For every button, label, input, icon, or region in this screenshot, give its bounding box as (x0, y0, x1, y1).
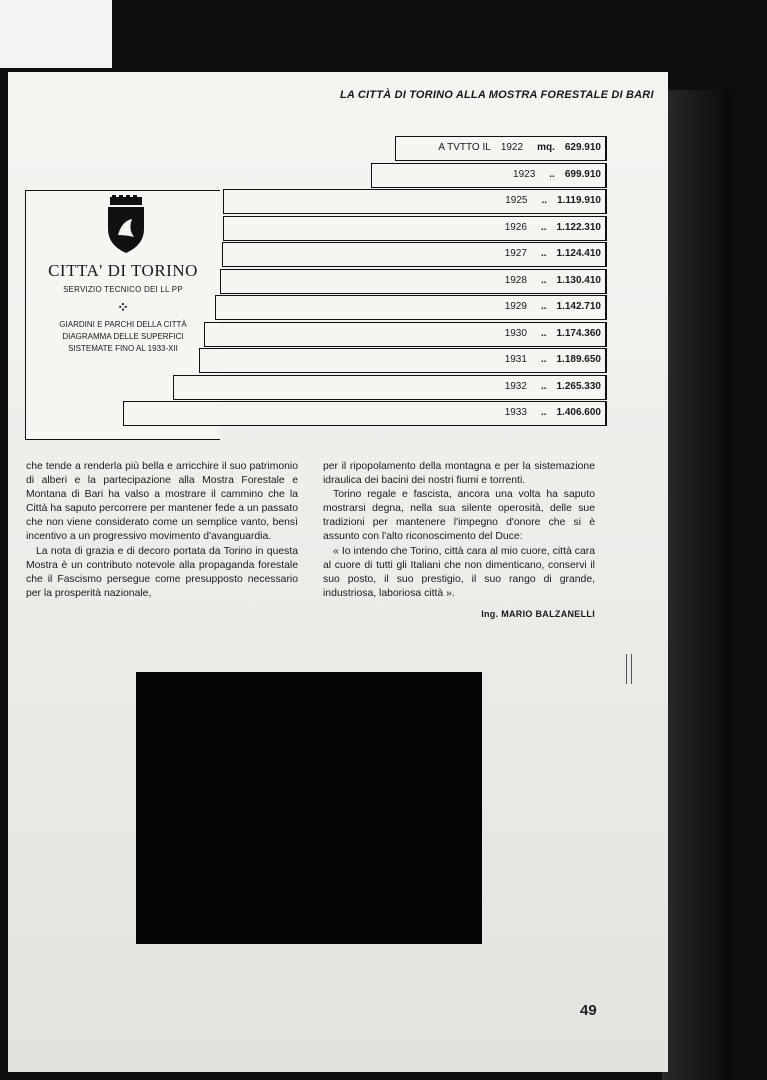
diagram-bar (371, 163, 608, 188)
bar-value: 1.124.410 (556, 248, 601, 259)
legend-description-line: SISTEMATE FINO AL 1933-XII (68, 344, 178, 353)
bar-year: 1933 (504, 407, 527, 418)
bar-year: 1922 (500, 142, 524, 153)
bar-value: 1.119.910 (557, 195, 601, 206)
diagram-bar (222, 242, 607, 267)
text-column-right (323, 460, 595, 621)
bar-ditto: .. (540, 354, 547, 365)
ornament-icon: ⁘ (117, 299, 129, 315)
bar-value: 1.130.410 (556, 274, 601, 286)
bar-year: 1928 (504, 274, 527, 286)
legend-description-line: DIAGRAMMA DELLE SUPERFICI (62, 332, 184, 341)
bar-label (505, 222, 601, 233)
bar-ditto: .. (540, 274, 547, 286)
diagram-bar (223, 189, 607, 214)
diagram-bar (199, 348, 607, 373)
margin-marks (626, 654, 632, 684)
bar-label (438, 142, 601, 153)
diagram-bar (123, 401, 607, 426)
scan-corner (0, 0, 112, 68)
bar-label (513, 169, 601, 180)
bar-label (505, 328, 601, 339)
diagram-bar (215, 295, 607, 320)
bar-ditto: .. (540, 380, 547, 392)
diagram-bar (395, 136, 607, 161)
bar-ditto: .. (541, 195, 548, 206)
magazine-page (8, 72, 668, 1072)
diagram-bar (220, 269, 607, 294)
bar-ditto: .. (540, 301, 547, 312)
bar-label (505, 248, 601, 259)
bar-value: 699.910 (564, 168, 601, 180)
bar-unit: mq. (537, 142, 555, 153)
bar-value: 1.122.310 (556, 221, 601, 233)
bar-label (505, 354, 601, 365)
author-signature: Ing. MARIO BALZANELLI (481, 608, 595, 619)
page-number: 49 (580, 1002, 597, 1019)
diagram-bar (223, 216, 607, 241)
bar-year: 1929 (504, 301, 527, 312)
page-shadow (662, 90, 732, 1080)
legend-description-line: GIARDINI E PARCHI DELLA CITTÀ (59, 320, 187, 329)
coat-of-arms-icon (102, 195, 150, 255)
bar-lead-text: A TVTTO IL (438, 142, 491, 153)
bar-year: 1931 (504, 354, 527, 365)
bar-ditto: .. (540, 407, 547, 418)
bar-year: 1932 (504, 380, 527, 392)
dark-photograph (136, 672, 482, 944)
bar-value: 1.265.330 (556, 380, 601, 392)
bar-label (505, 407, 601, 418)
quotation: « Io intendo che Torino, città cara al mio cuore, città cara al cuore di tutti gli Italiani che non dimenticano, conservi il suo posto, il suo prestigio, il suo rango di grande, industriosa, laboriosa città ». (323, 545, 595, 599)
bar-ditto: .. (540, 327, 547, 339)
paragraph: Torino regale e fascista, ancora una volta ha saputo mostrarsi degna, nella sua silente operosità, delle sue tradizioni per mantenere l'impegno d'onore che si è assunto con l'alto riconoscimento del Duce: (323, 489, 595, 543)
paragraph: che tende a renderla più bella e arricchire il suo patrimonio di alberi e la partecipazione alla Mostra Forestale e Montana di Bari ha valso a mostrare il cammino che la Città ha saputo percorrere per mantener fede a un passato che non viene considerato come un semplice vanto, bensì incentivo a un progressivo movimento d'avanguardia. (26, 461, 298, 543)
bar-year: 1925 (505, 195, 528, 206)
bar-value: 1.174.360 (556, 327, 601, 339)
bar-ditto: .. (540, 248, 547, 259)
paragraph: per il ripopolamento della montagna e per la sistemazione idraulica dei bacini dei nostri fiumi e torrenti. (323, 461, 595, 487)
bar-label (505, 275, 601, 286)
legend-subtitle: SERVIZIO TECNICO DEI LL PP (63, 285, 183, 294)
paragraph: La nota di grazia e di decoro portata da Torino in questa Mostra è un contributo notevole alla propaganda forestale che il Fascismo persegue come presupposto necessario per la prosperità nazionale, (26, 545, 298, 599)
bar-value: 1.406.600 (556, 407, 601, 418)
bar-year: 1926 (504, 221, 527, 233)
staircase-diagram (25, 136, 607, 440)
bar-value: 629.910 (564, 142, 601, 153)
legend-description (26, 319, 220, 355)
bar-ditto: .. (540, 221, 547, 233)
diagram-bar (173, 375, 608, 400)
bar-label (505, 381, 601, 392)
bar-label (505, 195, 601, 206)
bar-year: 1923 (513, 168, 536, 180)
bar-year: 1927 (504, 248, 527, 259)
bar-ditto: .. (549, 168, 555, 180)
bar-label (505, 301, 601, 312)
running-head: LA CITTÀ DI TORINO ALLA MOSTRA FORESTALE DI BARI (340, 89, 654, 101)
bar-value: 1.189.650 (556, 354, 601, 365)
legend-title: CITTA' DI TORINO (48, 261, 198, 280)
bar-year: 1930 (504, 327, 527, 339)
bar-value: 1.142.710 (556, 301, 601, 312)
text-column-left (26, 460, 298, 601)
diagram-bar (204, 322, 607, 347)
